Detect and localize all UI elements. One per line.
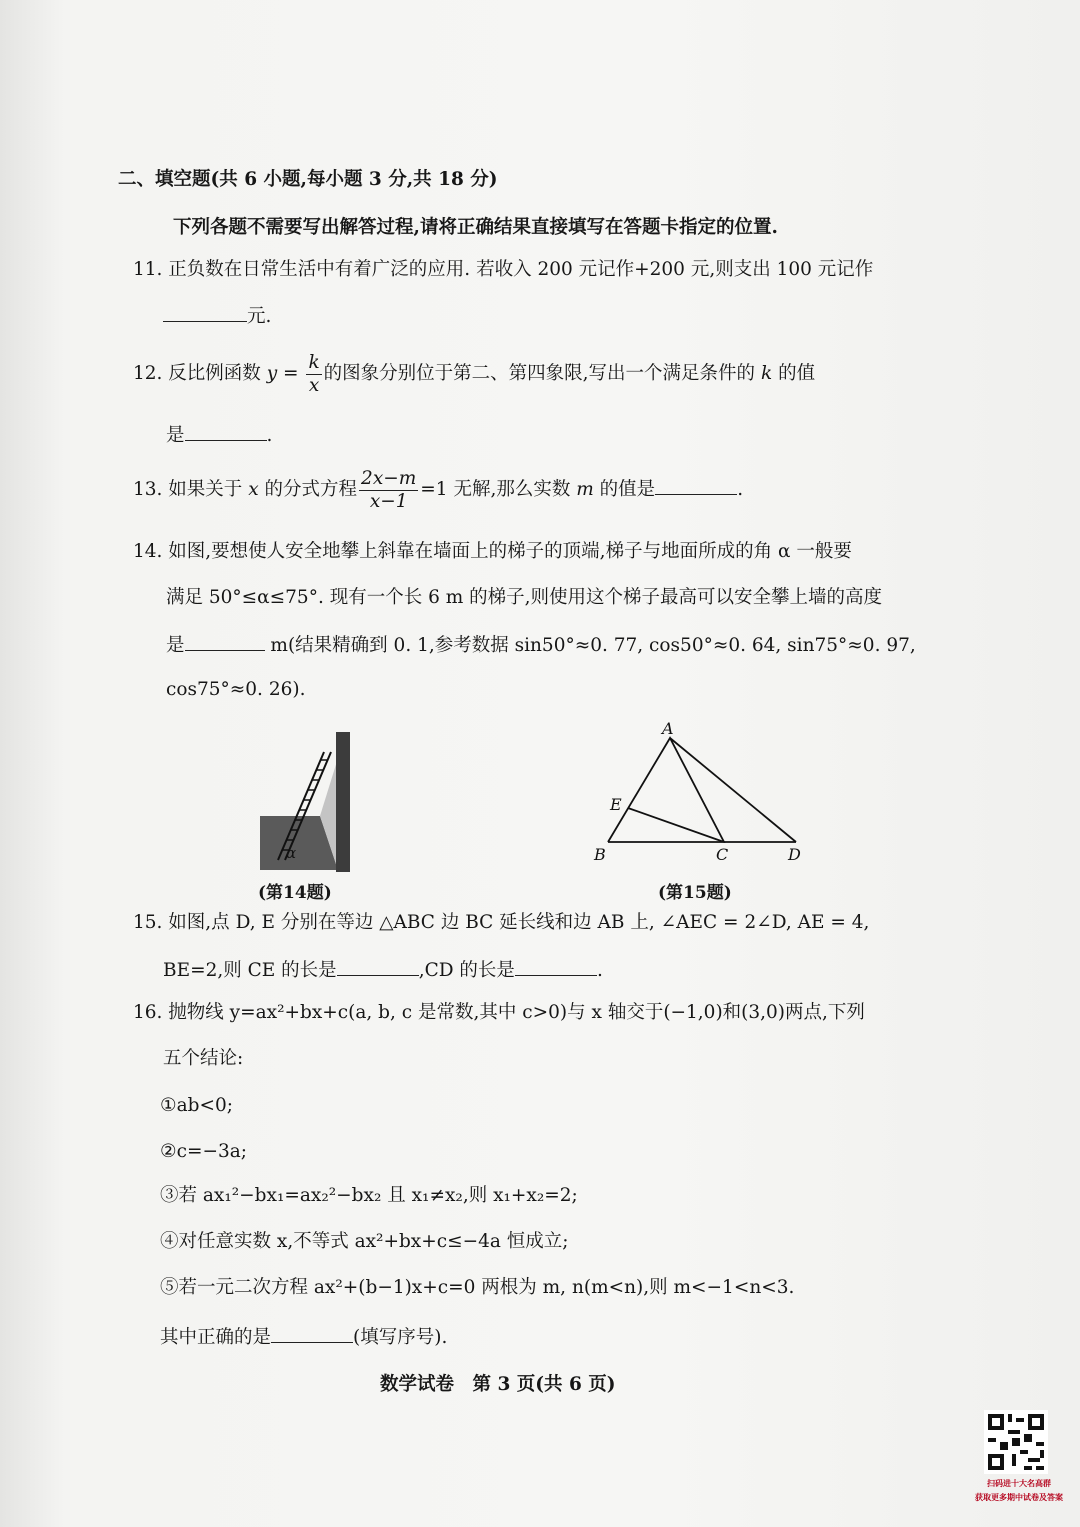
- figure-14: [238, 728, 358, 876]
- section-title: 二、填空题(共 6 小题,每小题 3 分,共 18 分): [118, 169, 498, 190]
- q16-item-4: ④对任意实数 x,不等式 ax²+bx+c≤−4a 恒成立;: [160, 1231, 569, 1252]
- q13-end: .: [737, 479, 744, 500]
- wall: [336, 732, 350, 872]
- q14-line3: [166, 632, 916, 658]
- q16-item-1: ①ab<0;: [160, 1095, 233, 1116]
- q13-x: x: [248, 479, 259, 500]
- q12-dot: .: [266, 425, 273, 446]
- triangle-abc: [608, 738, 724, 842]
- segment-ad: [670, 738, 796, 842]
- section-instruction: 下列各题不需要写出解答过程,请将正确结果直接填写在答题卡指定的位置.: [173, 217, 778, 238]
- figure-15: [590, 720, 810, 868]
- q15-line2: [163, 957, 603, 983]
- qr-code: [984, 1410, 1048, 1474]
- q16-item-5: ⑤若一元二次方程 ax²+(b−1)x+c=0 两根为 m, n(m<n),则 m<−1<n<3.: [160, 1277, 795, 1298]
- q13-m: m: [576, 479, 594, 500]
- q12-eq: =: [283, 363, 299, 384]
- q12-answer-line: [166, 422, 272, 448]
- q14-line2: 满足 50°≤α≤75°. 现有一个长 6 m 的梯子,则使用这个梯子最高可以安全攀上墙的高度: [166, 587, 883, 608]
- q12-den: x: [308, 374, 320, 396]
- q14-shi: 是: [166, 635, 185, 656]
- q12-text: [133, 350, 815, 398]
- q12-prefix: 12. 反比例函数: [133, 363, 261, 384]
- q12-num: k: [308, 351, 320, 373]
- q15-blank-cd: [515, 957, 597, 976]
- q12-y: y: [266, 363, 278, 384]
- qr-caption-1: 扫码进十大名高群: [987, 1479, 1051, 1488]
- q11-text: 11. 正负数在日常生活中有着广泛的应用. 若收入 200 元记作+200 元,则支出 100 元记作: [133, 259, 874, 280]
- label-c: C: [716, 845, 729, 864]
- q12-fraction: [306, 352, 321, 397]
- angle-alpha-label: α: [286, 844, 297, 862]
- q13-suffix: 的值是: [599, 479, 656, 500]
- q12-blank: [185, 422, 267, 441]
- q16-line1: 16. 抛物线 y=ax²+bx+c(a, b, c 是常数,其中 c>0)与 x 轴交于(−1,0)和(3,0)两点,下列: [133, 1002, 865, 1023]
- q13-after: =1 无解,那么实数: [420, 479, 571, 500]
- q13-blank: [655, 476, 737, 495]
- page-footer: 数学试卷 第 3 页(共 6 页): [380, 1374, 616, 1395]
- q14-line4: cos75°≈0. 26).: [166, 679, 306, 700]
- q16-answer-line: [160, 1324, 447, 1350]
- q15-line1: 15. 如图,点 D, E 分别在等边 △ABC 边 BC 延长线和边 AB 上, ∠AEC = 2∠D, AE = 4,: [133, 912, 870, 933]
- q13-text: [133, 466, 743, 514]
- q13-num: 2x−m: [361, 467, 417, 489]
- q14-line3-rest: m(结果精确到 0. 1,参考数据 sin50°≈0. 77, cos50°≈0. 64, sin75°≈0. 97,: [270, 635, 916, 656]
- q15-end: .: [596, 960, 603, 981]
- q12-k: k: [760, 363, 773, 384]
- q12-shi: 是: [166, 425, 185, 446]
- label-d: D: [788, 845, 801, 864]
- q15-ce-text: BE=2,则 CE 的长是: [163, 960, 337, 981]
- fig14-caption: (第14题): [258, 883, 332, 903]
- q14-line1: 14. 如图,要想使人安全地攀上斜靠在墙面上的梯子的顶端,梯子与地面所成的角 α 一般要: [133, 541, 852, 562]
- q16-answer-hint: (填写序号).: [353, 1327, 448, 1348]
- q12-suffix: 的图象分别位于第二、第四象限,写出一个满足条件的: [323, 363, 756, 384]
- fig15-caption: (第15题): [658, 883, 732, 903]
- q13-den: x−1: [369, 490, 408, 512]
- q16-item-2: ②c=−3a;: [160, 1141, 247, 1162]
- q16-item-3: ③若 ax₁²−bx₁=ax₂²−bx₂ 且 x₁≠x₂,则 x₁+x₂=2;: [160, 1185, 578, 1206]
- q12-suffix2: 的值: [778, 363, 816, 384]
- q14-blank: [185, 632, 265, 651]
- q11-answer-line: [163, 303, 271, 329]
- label-a: A: [662, 720, 674, 738]
- q15-cd-text: ,CD 的长是: [418, 960, 515, 981]
- qr-caption-2: 获取更多期中试卷及答案: [975, 1493, 1063, 1502]
- q11-blank: [163, 303, 247, 322]
- q13-mid: 的分式方程: [264, 479, 358, 500]
- q13-prefix: 13. 如果关于: [133, 479, 243, 500]
- label-b: B: [594, 845, 606, 864]
- q15-blank-ce: [337, 957, 419, 976]
- q11-unit: 元.: [247, 306, 272, 327]
- q16-line2: 五个结论:: [163, 1048, 244, 1069]
- q16-blank: [271, 1324, 353, 1343]
- q13-fraction: [359, 468, 418, 513]
- label-e: E: [610, 795, 622, 814]
- q16-answer-label: 其中正确的是: [160, 1327, 272, 1348]
